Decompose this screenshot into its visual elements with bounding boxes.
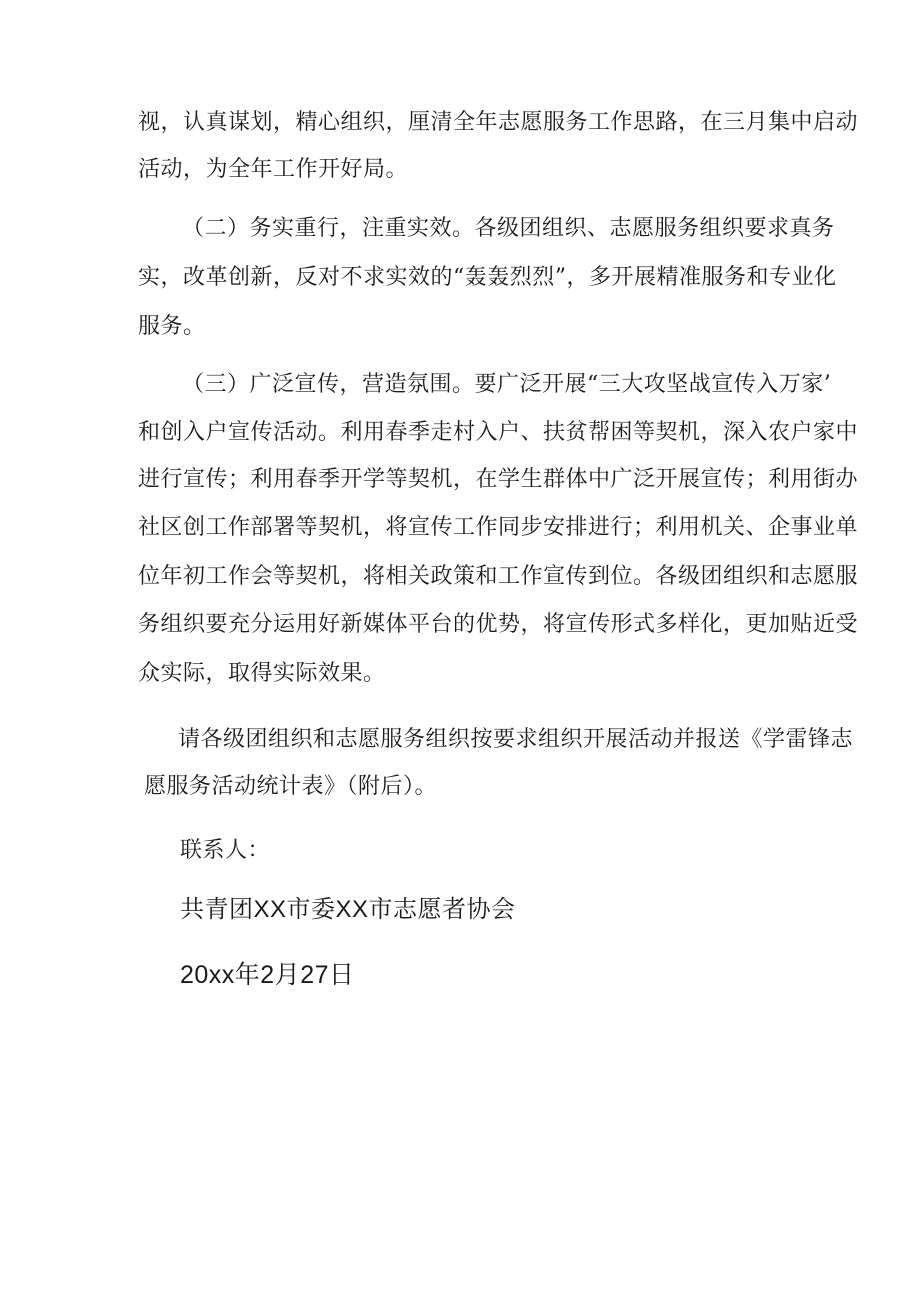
- para4-line-2: 愿服务活动统计表》（附后）。: [144, 774, 438, 799]
- para2-line-2: 实，改革创新，反对不求实效的“轰轰烈烈”，多开展精准服务和专业化: [138, 265, 837, 290]
- para3-line-7: 众实际，取得实际效果。: [138, 661, 386, 686]
- para3-line-1: （三）广泛宣传，营造氛围。要广泛开展“三大攻坚战宣传入万家’: [182, 372, 832, 397]
- para3-line-4: 社区创工作部署等契机，将宣传工作同步安排进行；利用机关、企事业单: [138, 515, 859, 540]
- contact-label: 联系人：: [180, 838, 271, 863]
- para1-line-2: 活动，为全年工作开好局。: [138, 157, 409, 182]
- para3-line-2: 和创入户宣传活动。利用春季走村入户、扶贫帮困等契机，深入农户家中: [138, 420, 859, 445]
- para2-line-3: 服务。: [138, 314, 206, 339]
- para3-line-3: 进行宣传；利用春季开学等契机，在学生群体中广泛开展宣传；利用街办: [138, 467, 859, 492]
- para2-line-1: （二）务实重行，注重实效。各级团组织、志愿服务组织要求真务: [182, 216, 835, 241]
- para1-line-1: 视，认真谋划，精心组织，厘清全年志愿服务工作思路，在三月集中启动: [138, 110, 859, 135]
- para3-line-5: 位年初工作会等契机，将相关政策和工作宣传到位。各级团组织和志愿服: [138, 564, 859, 589]
- document-date: 20xx年2月27日: [180, 961, 355, 989]
- organization-name: 共青团XX市委XX市志愿者协会: [180, 896, 516, 923]
- para3-line-6: 务组织要充分运用好新媒体平台的优势，将宣传形式多样化，更加贴近受: [138, 612, 859, 637]
- para4-line-1: 请各级团组织和志愿服务组织按要求组织开展活动并报送《学雷锋志: [178, 727, 854, 752]
